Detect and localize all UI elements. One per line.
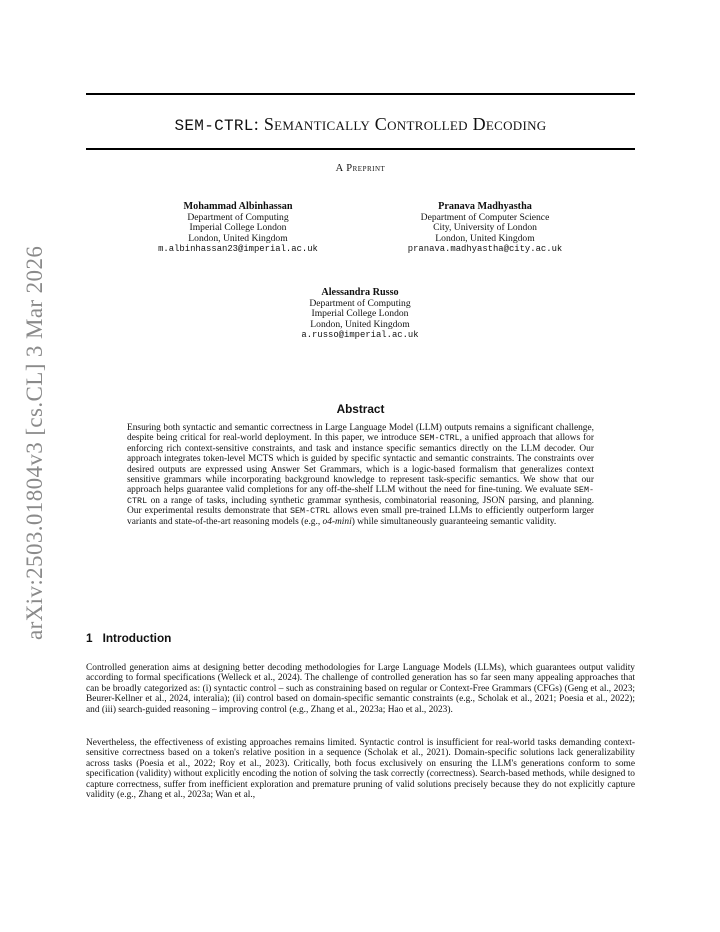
section-title: Introduction [102, 631, 172, 645]
author-location: London, United Kingdom [310, 318, 410, 330]
section-heading-introduction [86, 631, 171, 645]
arxiv-identifier-sidebar[interactable]: arXiv:2503.01804v3 [cs.CL] 3 Mar 2026 [22, 245, 47, 640]
author-email[interactable]: pranava.madhyastha@city.ac.uk [407, 244, 563, 255]
title-bottom-rule [86, 148, 635, 150]
author-name: Pranava Madhyastha [438, 201, 532, 212]
author-department: Department of Computing [187, 211, 289, 223]
abstract-body [127, 423, 594, 527]
title-system-name: SEM-CTRL [174, 117, 254, 135]
author-department: Department of Computer Science [420, 211, 550, 223]
abstract-model-name: o4-mini [322, 516, 352, 527]
abstract-text: ) while simultaneously guaranteeing semantic validity. [351, 516, 557, 527]
intro-paragraph-2: Nevertheless, the effectiveness of existing approaches remains limited. Syntactic control is insufficient for real-world tasks demanding context-sensitive correctness based on a token's relative position in a sequence (Scholak et al., 2021). Domain-specific solutions lack generalizability across tasks (Poesia et al., 2022; Roy et al., 2023). Critically, both focus exclusively on ensuring the LLM's generations conform to some specification (validity) without explicitly encoding the notion of solving the task correctly (correctness). Search-based methods, while designed to capture correctness, suffer from inefficient exploration and premature pruning of valid solutions precisely because they do not explicitly capture validity (e.g., Zhang et al., 2023a; Wan et al., [86, 738, 635, 801]
author-institution: Imperial College London [189, 222, 287, 234]
title-top-rule [86, 93, 635, 95]
author-location: London, United Kingdom [435, 232, 535, 244]
author-location: London, United Kingdom [188, 232, 288, 244]
paper-title [86, 114, 635, 135]
abstract-text: , a unified approach that allows for enforcing rich context-sensitive constraints, and task and instance specific semantics directly on the LLM decoder. Our approach integrates token-level MCTS which is guided by specific syntactic and semantic constraints. The constraints over desired outputs are expressed using Answer Set Grammars, which is a logic-based formalism that generalizes context sensitive grammars while incorporating background knowledge to represent task-specific semantics. We show that our approach helps guarantee valid completions for any off-the-shelf LLM without the need for fine-tuning. We evaluate [127, 433, 594, 496]
abstract-heading: Abstract [336, 402, 385, 416]
preprint-label: A Preprint [335, 163, 386, 174]
intro-paragraph-1: Controlled generation aims at designing better decoding methodologies for Large Language Models (LLMs), which guarantees output validity according to formal specifications (Welleck et al., 2024). The challenge of controlled generation has so far seen many appealing approaches that can be broadly categorized as: (i) syntactic control – such as constraining based on regular or Context-Free Grammars (CFGs) (Geng et al., 2023; Beurer-Kellner et al., 2024, interalia); (ii) control based on domain-specific semantic constraints (e.g., Scholak et al., 2021; Poesia et al., 2022); and (iii) search-guided reasoning – improving control (e.g., Zhang et al., 2023a; Hao et al., 2023). [86, 663, 635, 715]
author-block-3 [258, 288, 462, 341]
abstract-text: on a range of tasks, including synthetic grammar synthesis, combinatorial reasoning, JSON parsing, and planning. Our experimental results demonstrate that [127, 495, 594, 517]
author-name: Alessandra Russo [321, 287, 399, 298]
author-email[interactable]: a.russo@imperial.ac.uk [301, 330, 419, 341]
abstract-text: Ensuring both syntactic and semantic correctness in Large Language Model (LLM) outputs remains a significant challenge, despite being critical for real-world deployment. In this paper, we introduce [127, 423, 594, 444]
abstract-system-name: SEM-CTRL [290, 506, 331, 517]
author-block-2 [383, 202, 587, 255]
abstract-text: allows even small pre-trained LLMs to efficiently outperform larger variants and state-of-the-art reasoning models (e.g., [127, 506, 594, 527]
author-name: Mohammad Albinhassan [183, 201, 293, 212]
author-department: Department of Computing [309, 297, 411, 309]
section-number: 1 [86, 631, 93, 645]
abstract-system-name: SEM-CTRL [127, 485, 594, 506]
author-institution: City, University of London [433, 222, 537, 234]
author-institution: Imperial College London [311, 308, 409, 320]
author-block-1 [136, 202, 340, 255]
author-email[interactable]: m.albinhassan23@imperial.ac.uk [158, 244, 318, 255]
abstract-system-name: SEM-CTRL [419, 433, 460, 444]
title-rest: : Semantically Controlled Decoding [253, 114, 547, 134]
